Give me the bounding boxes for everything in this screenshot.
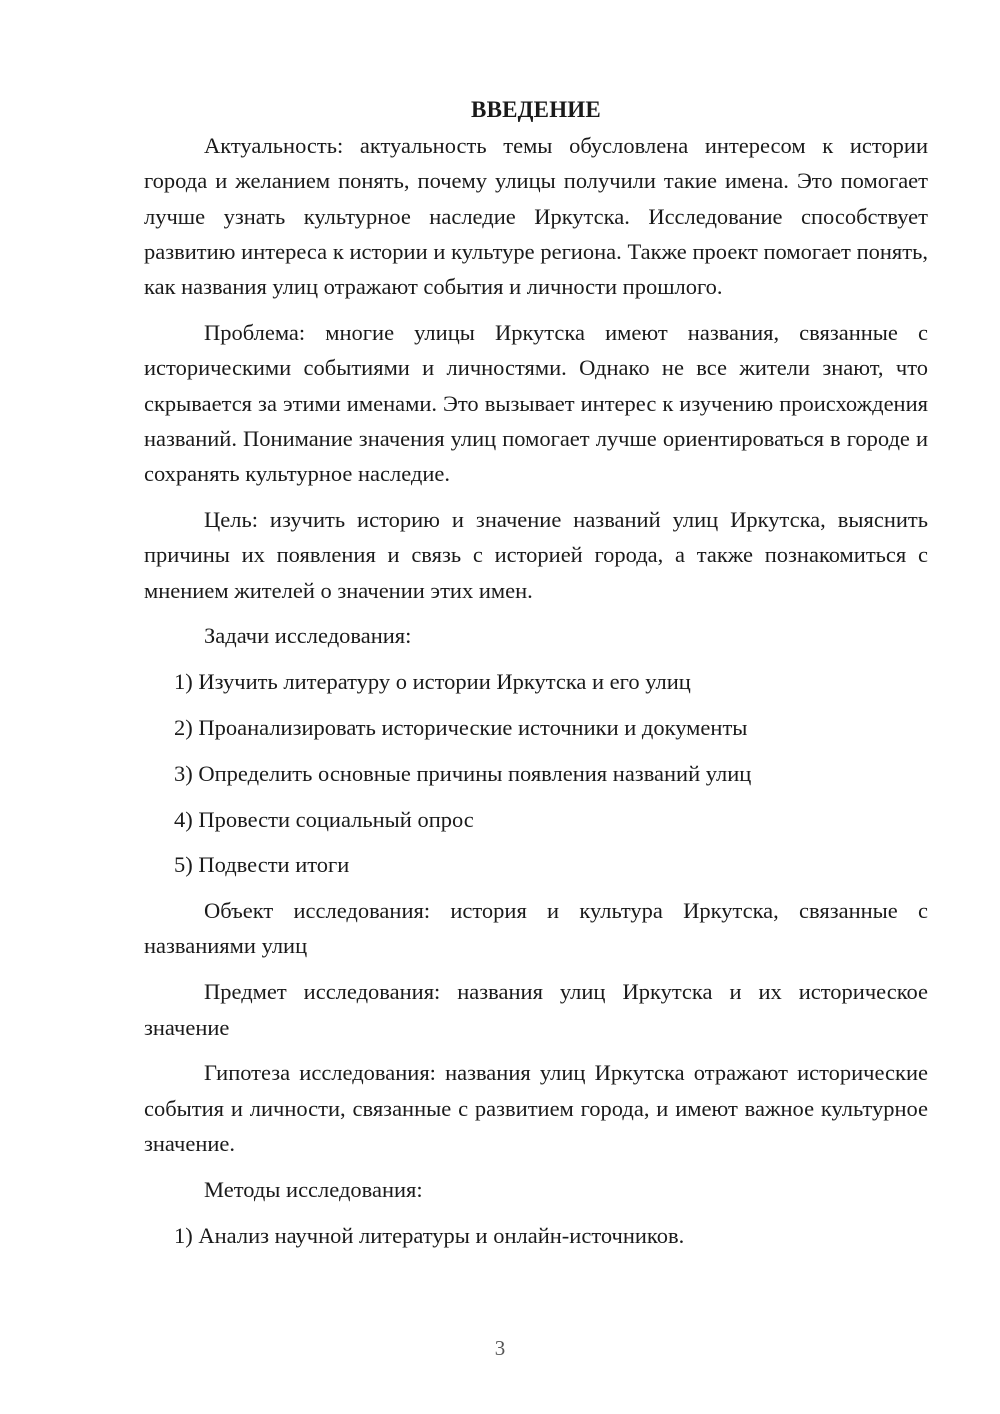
document-page <box>144 92 928 1263</box>
page-number: 3 <box>494 1336 506 1360</box>
object-paragraph: Объект исследования: история и культура Иркутска, связанные с названиями улиц <box>144 898 928 959</box>
list-item: 4) Провести социальный опрос <box>174 806 474 832</box>
list-item: 1) Анализ научной литературы и онлайн-источников. <box>174 1222 685 1248</box>
methods-list <box>144 1218 928 1253</box>
tasks-title: Задачи исследования: <box>204 623 412 649</box>
section-heading: ВВЕДЕНИЕ <box>471 97 601 122</box>
list-item: 5) Подвести итоги <box>174 852 350 878</box>
hypothesis-paragraph: Гипотеза исследования: названия улиц Иркутска отражают исторические события и личности, связанные с развитием города, и имеют важное культурное значение. <box>144 1060 928 1156</box>
methods-title: Методы исследования: <box>204 1176 423 1202</box>
tasks-list <box>144 664 928 882</box>
list-item: 1) Изучить литературу о истории Иркутска и его улиц <box>174 669 691 695</box>
list-item: 3) Определить основные причины появления названий улиц <box>174 760 752 786</box>
relevance-paragraph: Актуальность: актуальность темы обусловлена интересом к истории города и желанием понять, почему улицы получили такие имена. Это помогает лучше узнать культурное наследие Иркутска. Исследование способствует развитию интереса к истории и культуре региона. Также проект помогает понять, как названия улиц отражают события и личности прошлого. <box>144 133 928 300</box>
goal-paragraph: Цель: изучить историю и значение названий улиц Иркутска, выяснить причины их появления и связь с историей города, а также познакомиться с мнением жителей о значении этих имен. <box>144 506 928 603</box>
list-item: 2) Проанализировать исторические источники и документы <box>174 714 748 740</box>
subject-paragraph: Предмет исследования: названия улиц Иркутска и их историческое значение <box>144 979 928 1040</box>
problem-paragraph: Проблема: многие улицы Иркутска имеют названия, связанные с историческими событиями и личностями. Однако не все жители знают, что скрывается за этими именами. Это вызывает интерес к изучению происхождения названий. Понимание значения улиц помогает лучше ориентироваться в городе и сохранять культурное наследие. <box>144 319 928 487</box>
